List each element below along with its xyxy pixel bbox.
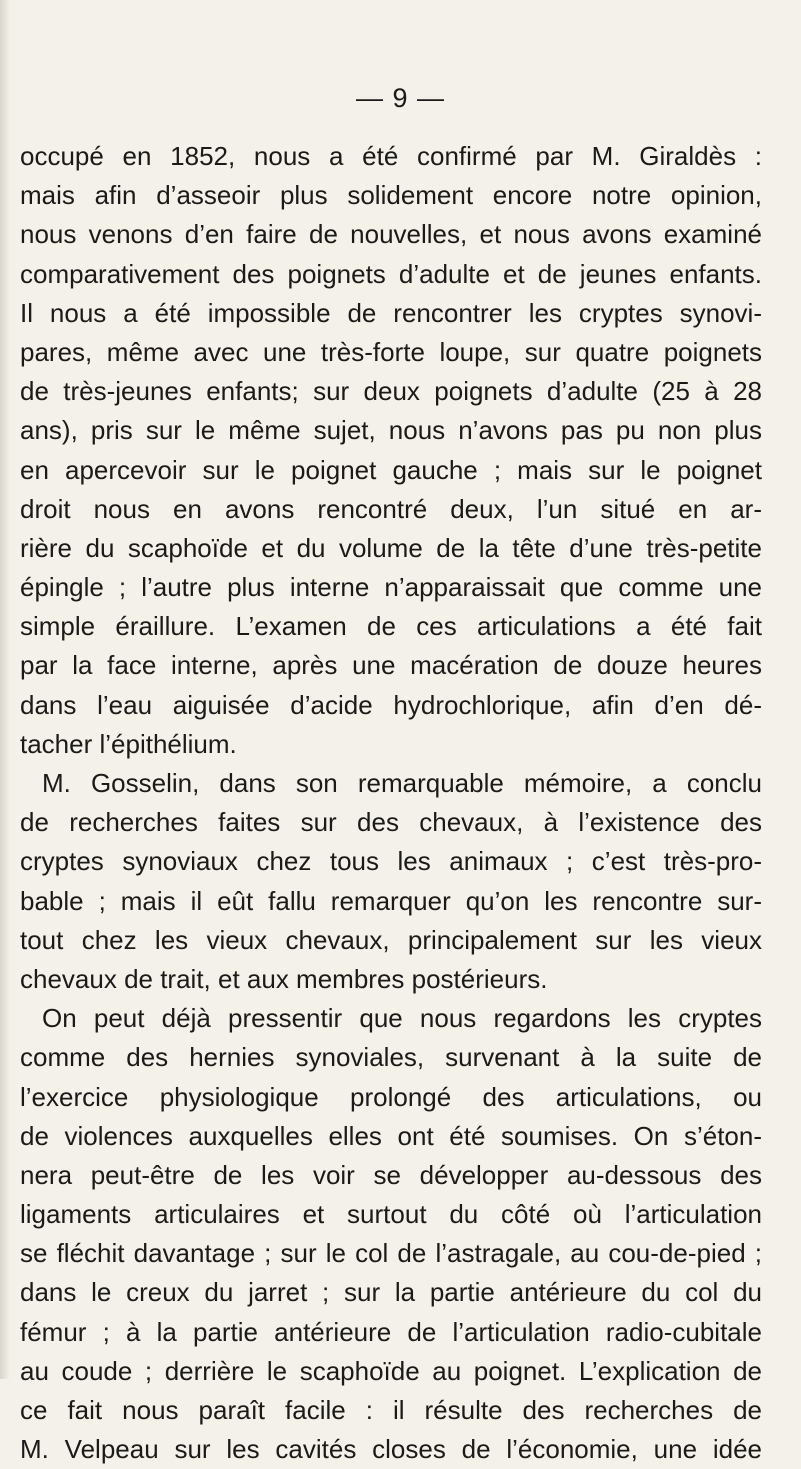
text-line: nous venons d’en faire de nouvelles, et nous avons examiné: [20, 219, 762, 250]
text-line: M. Gosselin, dans son remarquable mémoire, a conclu: [42, 768, 762, 798]
text-line: ans), pris sur le même sujet, nous n’avons pas pu non plus: [20, 415, 762, 446]
text-line: par la face interne, après une macération de douze heures: [20, 650, 762, 681]
text-line: se fléchit davantage ; sur le col de l’astragale, au cou-de-pied ;: [20, 1238, 762, 1269]
paragraph: [20, 999, 762, 1469]
text-line: de très-jeunes enfants; sur deux poignets d’adulte (25 à 28: [20, 376, 762, 407]
page-text: [20, 137, 762, 1469]
text-line: On peut déjà pressentir que nous regardons les cryptes: [42, 1003, 762, 1034]
text-line: fémur ; à la partie antérieure de l’articulation radio-cubitale: [20, 1316, 762, 1347]
text-line: épingle ; l’autre plus interne n’apparaissait que comme une: [20, 572, 762, 603]
text-line: pares, même avec une très-forte loupe, sur quatre poignets: [20, 336, 762, 367]
text-line: au coude ; derrière le scaphoïde au poignet. L’explication de: [20, 1355, 762, 1386]
text-line: dans le creux du jarret ; sur la partie antérieure du col du: [20, 1277, 762, 1308]
paragraph: [20, 764, 762, 999]
text-line: de violences auxquelles elles ont été soumises. On s’éton-: [20, 1120, 762, 1151]
text-line: mais afin d’asseoir plus solidement encore notre opinion,: [20, 180, 762, 211]
paragraph: [20, 137, 762, 764]
text-line: l’exercice physiologique prolongé des articulations, ou: [20, 1081, 762, 1112]
text-line: ce fait nous paraît facile : il résulte des recherches de: [20, 1395, 762, 1425]
text-line: droit nous en avons rencontré deux, l’un situé en ar-: [20, 493, 762, 524]
text-line: dans l’eau aiguisée d’acide hydrochlorique, afin d’en dé-: [20, 689, 762, 720]
page-number: — 9 —: [355, 83, 446, 113]
text-line: ligaments articulaires et surtout du côté où l’articulation: [20, 1199, 762, 1230]
text-line: M. Velpeau sur les cavités closes de l’économie, une idée: [20, 1434, 762, 1465]
text-line: occupé en 1852, nous a été confirmé par M. Giraldès :: [20, 141, 762, 171]
text-line: simple éraillure. L’examen de ces articulations a été fait: [20, 611, 762, 642]
text-line: Il nous a été impossible de rencontrer les cryptes synovi-: [20, 297, 762, 328]
text-line: chevaux de trait, et aux membres postérieurs.: [20, 963, 548, 994]
text-line: rière du scaphoïde et du volume de la tête d’une très-petite: [20, 532, 762, 563]
text-line: comme des hernies synoviales, survenant à la suite de: [20, 1042, 762, 1073]
text-line: nera peut-être de les voir se développer au-dessous des: [20, 1159, 762, 1190]
text-line: bable ; mais il eût fallu remarquer qu’on les rencontre sur-: [20, 885, 762, 916]
text-line: tacher l’épithélium.: [20, 728, 237, 759]
text-line: comparativement des poignets d’adulte et de jeunes enfants.: [20, 258, 762, 289]
binding-shadow: [0, 0, 10, 1379]
text-line: cryptes synoviaux chez tous les animaux ; c’est très-pro-: [20, 846, 762, 877]
text-line: en apercevoir sur le poignet gauche ; mais sur le poignet: [20, 454, 762, 485]
text-line: tout chez les vieux chevaux, principalement sur les vieux: [20, 924, 762, 955]
text-line: de recherches faites sur des chevaux, à l’existence des: [20, 807, 762, 838]
